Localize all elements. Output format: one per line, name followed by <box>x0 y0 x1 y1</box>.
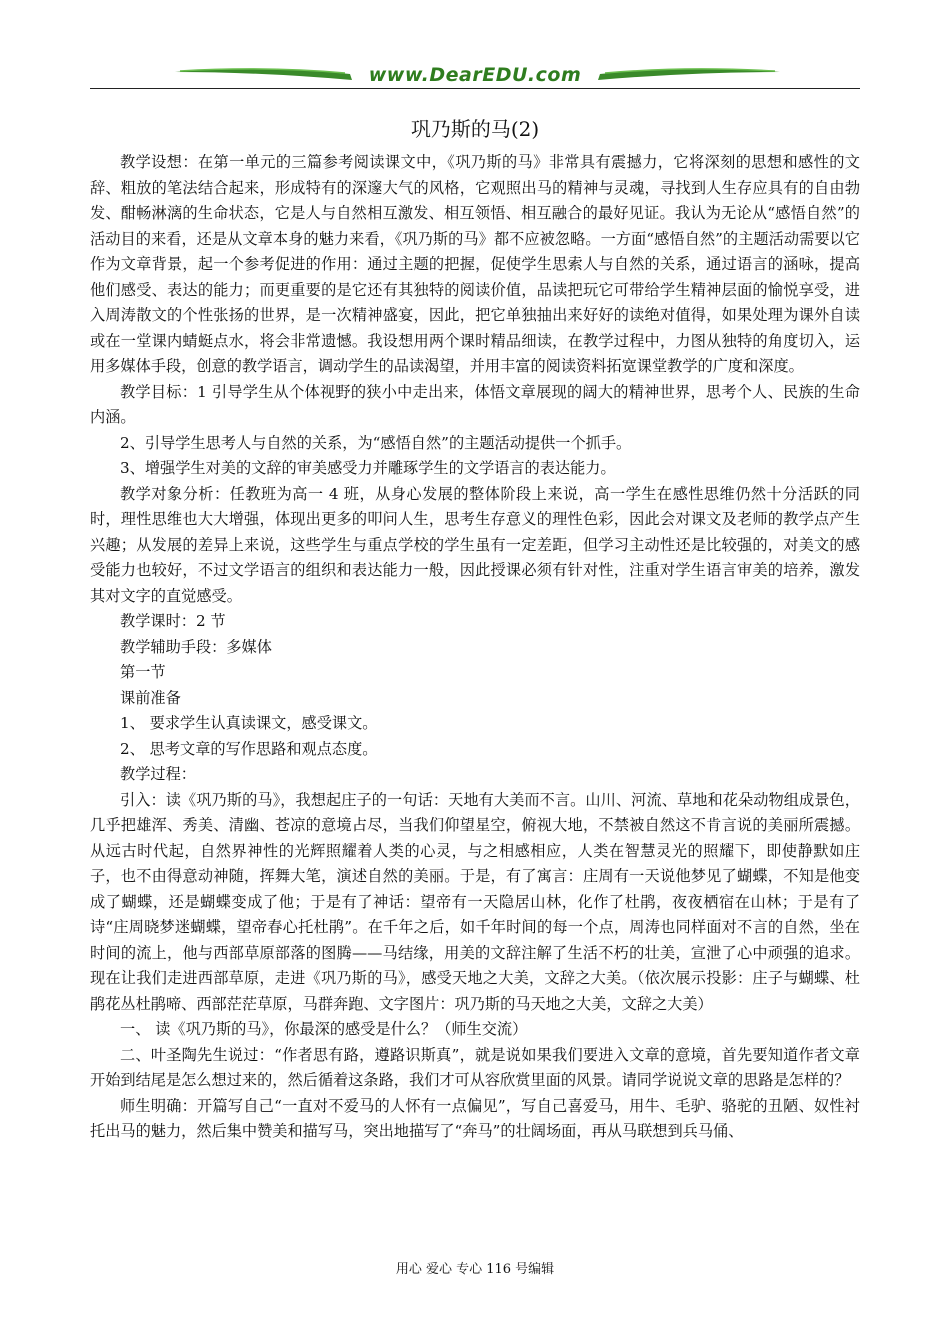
paragraph-step-1: 一、 读《巩乃斯的马》，你最深的感受是什么？（师生交流） <box>120 1020 528 1038</box>
prep-item-1: 1、 要求学生认真读课文，感受课文。 <box>120 714 378 732</box>
paragraph-class-hours: 教学课时：2 节 <box>120 612 226 630</box>
page-title: 巩乃斯的马(2) <box>410 117 540 141</box>
paragraph-intro: 引入：读《巩乃斯的马》，我想起庄子的一句话：天地有大美而不言。山川、河流、草地和花朵动物组成景色，几乎把雄浑、秀美、清幽、苍凉的意境占尽，当我们仰望星空，俯视大地，不禁被自然这不肯言说的美丽所震撼。从远古时代起，自然界神性的光辉照耀着人类的心灵，与之相感相应，人类在智慧灵光的照耀下，即使静默如庄子，也不由得意动神随，挥舞大笔，演述自然的美丽。于是，有了寓言：庄周有一天说他梦见了蝴蝶，不知是他变成了蝴蝶，还是蝴蝶变成了他；于是有了神话：望帝有一天隐居山林，化作了杜鹃，夜夜栖宿在山林；于是有了诗“庄周晓梦迷蝴蝶，望帝春心托杜鹃”。在千年之后，如千年时间的每一个点，周涛也同样面对不言的自然，坐在时间的流上，他与西部草原部落的图腾——马结缘，用美的文辞注解了生活不朽的壮美，宣泄了心中顽强的追求。现在让我们走进西部草原，走进《巩乃斯的马》，感受天地之大美，文辞之大美。（依次展示投影：庄子与蝴蝶、杜鹃花丛杜鹃啼、西部茫茫草原，马群奔跑、文字图片：巩乃斯的马天地之大美，文辞之大美） <box>90 790 860 1013</box>
paragraph-goal-1: 教学目标：1 引导学生从个体视野的狭小中走出来，体悟文章展现的阔大的精神世界，思考个人、民族的生命内涵。 <box>90 382 860 426</box>
site-banner <box>90 58 860 92</box>
section-heading-prep: 课前准备 <box>120 688 181 707</box>
paragraph-media: 教学辅助手段：多媒体 <box>120 637 272 656</box>
paragraph-step-2: 二、叶圣陶先生说过：“作者思有路，遵路识斯真”，就是说如果我们要进入文章的意境，首先要知道作者文章开始到结尾是怎么想过来的，然后循着这条路，我们才可从容欣赏里面的风景。请同学说说文章的思路是怎样的？ <box>90 1045 860 1089</box>
paragraph-goal-3: 3、增强学生对美的文辞的审美感受力并雕琢学生的文学语言的表达能力。 <box>120 459 616 477</box>
section-heading-first: 第一节 <box>120 663 166 681</box>
paragraph-teaching-design: 教学设想：在第一单元的三篇参考阅读课文中，《巩乃斯的马》非常具有震撼力，它将深刻的思想和感性的文辞、粗放的笔法结合起来，形成特有的深邃大气的风格，它观照出马的精神与灵魂，寻找到人生存应具有的自由勃发、酣畅淋漓的生命状态，它是人与自然相互激发、相互领悟、相互融合的最好见证。我认为无论从“感悟自然”的活动目的来看，还是从文章本身的魅力来看，《巩乃斯的马》都不应被忽略。一方面“感悟自然”的主题活动需要以它作为文章背景，起一个参考促进的作用：通过主题的把握，促使学生思索人与自然的关系，通过语言的涵咏，提高他们感受、表达的能力；而更重要的是它还有其独特的阅读价值，品读把玩它可带给学生精神层面的愉悦享受，进入周涛散文的个性张扬的世界，是一次精神盛宴，因此，把它单独抽出来好好的读绝对值得，如果处理为课外自读或在一堂课内蜻蜓点水，将会非常遗憾。我设想用两个课时精品细读，在教学过程中，力图从独特的角度切入，运用多媒体手段，创意的教学语言，调动学生的品读渴望，并用丰富的阅读资料拓宽课堂教学的广度和深度。 <box>90 153 860 375</box>
header-divider <box>90 88 860 89</box>
page-footer: 用心 爱心 专心 116 号编辑 <box>395 1262 555 1277</box>
section-heading-process: 教学过程： <box>120 765 196 783</box>
paragraph-goal-2: 2、引导学生思考人与自然的关系，为“感悟自然”的主题活动提供一个抓手。 <box>120 433 632 452</box>
paragraph-clarify: 师生明确：开篇写自己“一直对不爱马的人怀有一点偏见”，写自己喜爱马，用牛、毛驴、骆驼的丑陋、奴性衬托出马的魅力，然后集中赞美和描写马，突出地描写了“奔马”的壮阔场面，再从马联想到兵马俑、 <box>90 1096 860 1140</box>
document-body <box>90 150 860 1145</box>
paragraph-student-analysis: 教学对象分析：任教班为高一 4 班，从身心发展的整体阶段上来说，高一学生在感性思维仍然十分活跃的同时，理性思维也大大增强，体现出更多的叩问人生，思考生存意义的理性色彩，因此会对课文及老师的教学点产生兴趣；从发展的差异上来说，这些学生与重点学校的学生虽有一定差距，但学习主动性还是比较强的，对美文的感受能力也较好，不过文学语言的组织和表达能力一般，因此授课必须有针对性，注重对学生语言审美的培养，激发其对文字的直觉感受。 <box>90 484 860 605</box>
site-logo-text[interactable]: www.DearEDU.com <box>368 64 582 86</box>
prep-item-2: 2、 思考文章的写作思路和观点态度。 <box>120 739 378 758</box>
